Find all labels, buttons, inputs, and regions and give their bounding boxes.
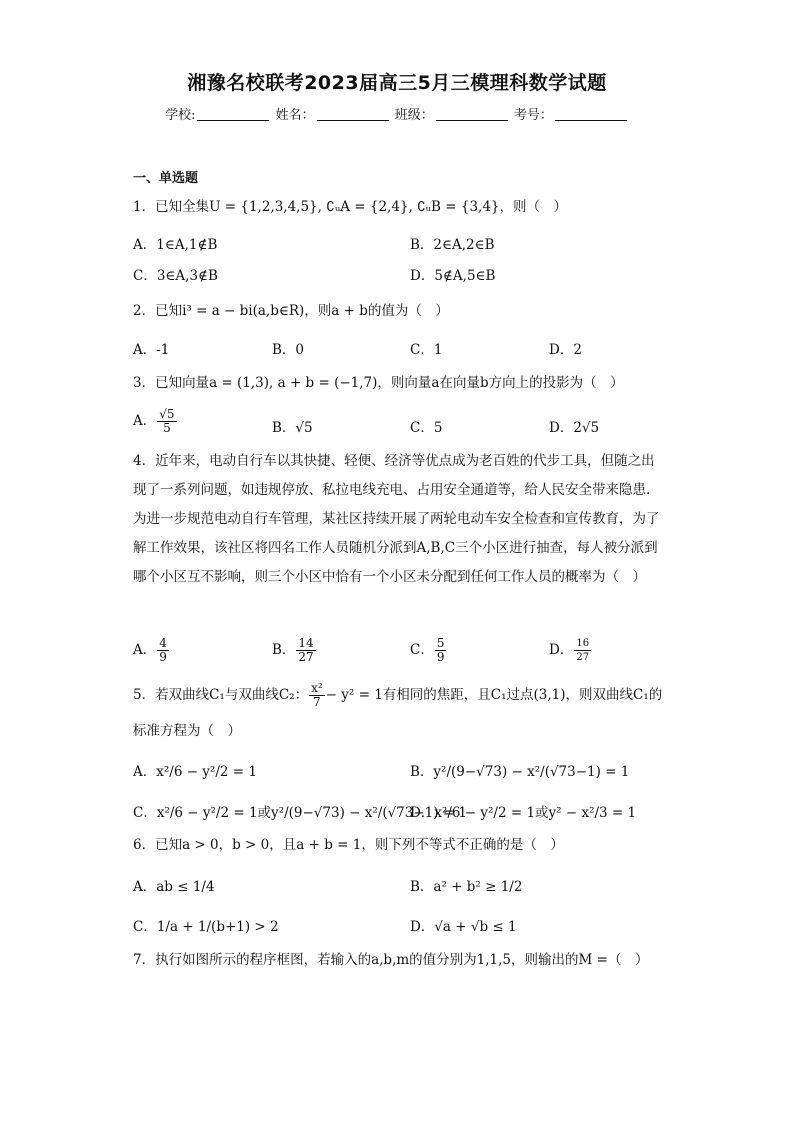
question-2-option-c: C．1 xyxy=(410,342,443,358)
question-5-stem-part2: − y² = 1有相同的焦距，且C₁过点(3,1)，则双曲线C₁的 xyxy=(325,687,663,703)
question-4-text: 4．近年来，电动自行车以其快捷、轻便、经济等优点成为老百姓的代步工具，但随之出现了一系列问题，如违规停放、私拉电线充电、占用安全通道等，给人民安全带来隐患.为进一步规范电动自行车管理，某社区持续开展了两轮电动车安全检查和宣传教育，为了解工作效果，该社区将四名工作人员随机分派到A,B,C三个小区进行抽查，每人被分派到哪个小区互不影响，则三个小区中恰有一个小区未分配到任何工作人员的概率为（ ） xyxy=(133,453,660,585)
denominator: 27 xyxy=(298,650,314,664)
question-1-option-a: A．1∈A,1∉B xyxy=(133,237,218,253)
denominator: 9 xyxy=(436,650,445,664)
numerator: 4 xyxy=(159,636,167,650)
question-4-option-c xyxy=(410,637,447,664)
fraction xyxy=(157,408,176,435)
question-2-stem: 2．已知i³ = a − bi(a,b∈R)，则a + b的值为（ ） xyxy=(133,303,449,319)
numerator: 5 xyxy=(436,636,445,650)
question-4-option-d xyxy=(549,637,592,664)
school-blank[interactable] xyxy=(197,120,269,121)
option-letter: B． xyxy=(272,642,296,658)
class-label: 班级： xyxy=(394,108,434,123)
question-5-stem xyxy=(133,682,662,709)
question-5-option-c: C．x²/6 − y²/2 = 1或y²/(9−√73) − x²/(√73−1) = 1 xyxy=(133,805,468,821)
question-5-stem-line2: 标准方程为（ ） xyxy=(133,723,241,739)
question-3-option-a xyxy=(133,408,178,435)
question-6-option-b: B．a² + b² ≥ 1/2 xyxy=(410,879,523,895)
fraction xyxy=(574,637,591,664)
question-3-option-b: B．√5 xyxy=(272,420,313,436)
school-label: 学校: xyxy=(165,108,196,123)
name-label: 姓名： xyxy=(275,108,315,123)
fraction xyxy=(309,682,325,709)
option-letter: A． xyxy=(133,413,157,429)
question-2-option-b: B．0 xyxy=(272,342,305,358)
class-blank[interactable] xyxy=(436,120,508,121)
question-1-option-c: C．3∈A,3∉B xyxy=(133,268,218,284)
question-2-option-a: A．-1 xyxy=(133,342,170,358)
student-info-line xyxy=(0,104,794,123)
denominator: 7 xyxy=(313,695,321,709)
question-6-option-c: C．1/a + 1/(b+1) > 2 xyxy=(133,919,279,935)
question-4-option-b xyxy=(272,637,317,664)
question-7-stem: 7．执行如图所示的程序框图，若输入的a,b,m的值分别为1,1,5，则输出的M =（ ） xyxy=(133,952,649,968)
question-6-stem: 6．已知a > 0，b > 0，且a + b = 1，则下列不等式不正确的是（ ） xyxy=(133,837,564,853)
numerator: x² xyxy=(311,681,323,695)
denominator: 9 xyxy=(159,650,167,664)
name-blank[interactable] xyxy=(317,120,389,121)
question-2-option-d: D．2 xyxy=(549,342,582,358)
denominator: 5 xyxy=(163,421,171,435)
fraction xyxy=(157,637,169,664)
fraction xyxy=(296,637,315,664)
question-3-option-c: C．5 xyxy=(410,420,443,436)
question-1-option-b: B．2∈A,2∈B xyxy=(410,237,495,253)
numerator: √5 xyxy=(159,407,175,421)
question-5-option-d: D．x²/6 − y²/2 = 1或y² − x²/3 = 1 xyxy=(410,805,637,821)
question-6-option-d: D．√a + √b ≤ 1 xyxy=(410,919,517,935)
question-3-option-d: D．2√5 xyxy=(549,420,600,436)
number-blank[interactable] xyxy=(555,120,627,121)
option-letter: D． xyxy=(549,642,574,658)
page-title: 湘豫名校联考2023届高三5月三模理科数学试题 xyxy=(187,72,607,94)
section-heading: 一、单选题 xyxy=(133,171,199,186)
denominator: 27 xyxy=(576,652,590,663)
number-label: 考号： xyxy=(513,108,553,123)
question-1-option-d: D．5∉A,5∈B xyxy=(410,268,496,284)
question-3-stem: 3．已知向量a = (1,3), a + b = (−1,7)，则向量a在向量b方向上的投影为（ ） xyxy=(133,375,624,391)
numerator: 16 xyxy=(576,638,590,649)
option-letter: C． xyxy=(410,642,434,658)
question-4-option-a xyxy=(133,637,170,664)
numerator: 14 xyxy=(298,636,314,650)
question-5-stem-part1: 5．若双曲线C₁与双曲线C₂： xyxy=(133,687,309,703)
question-5-option-a: A．x²/6 − y²/2 = 1 xyxy=(133,764,257,780)
fraction xyxy=(435,637,447,664)
option-letter: A． xyxy=(133,642,157,658)
question-1-stem: 1．已知全集U = {1,2,3,4,5}, ∁ᵤA = {2,4}, ∁ᵤB = {3,4}，则（ ） xyxy=(133,199,568,215)
question-6-option-a: A．ab ≤ 1/4 xyxy=(133,879,215,895)
question-5-option-b: B．y²/(9−√73) − x²/(√73−1) = 1 xyxy=(410,764,630,780)
